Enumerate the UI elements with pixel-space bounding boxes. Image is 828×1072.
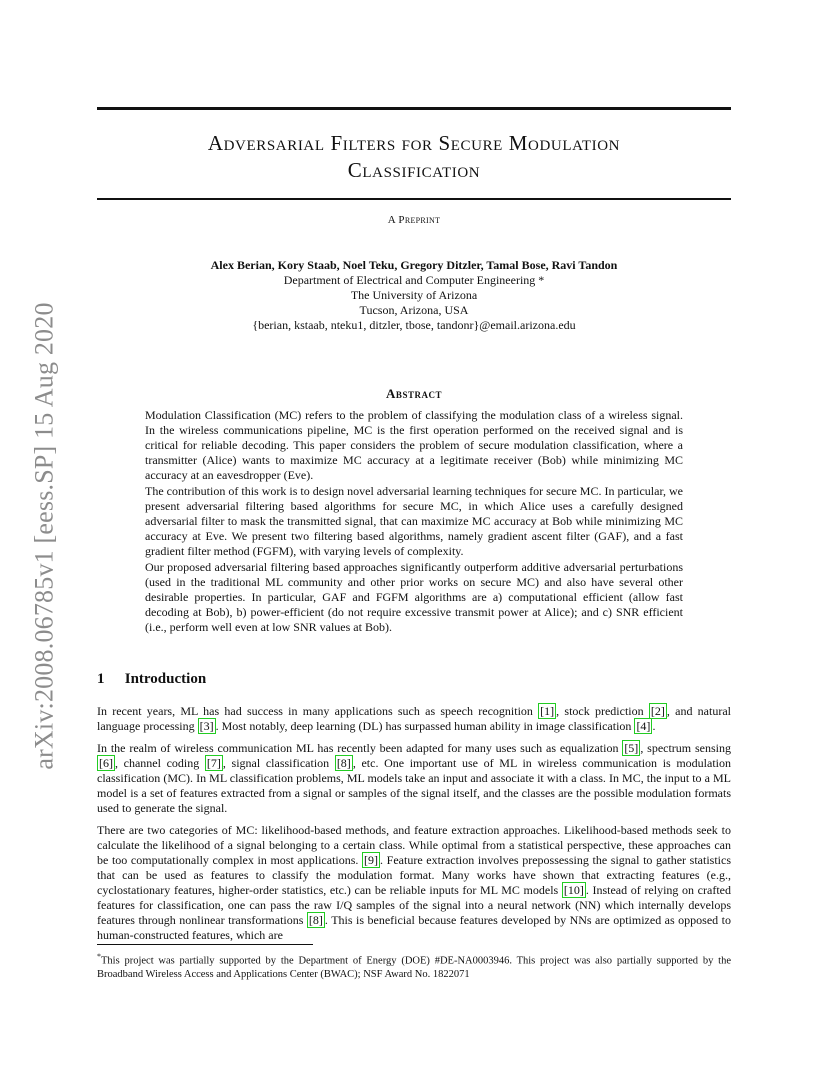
author-department: Department of Electrical and Computer Engineering *: [283, 273, 545, 287]
body-paragraph-3: [97, 823, 731, 943]
section-title: Introduction: [124, 671, 207, 687]
preprint-label: A Preprint: [387, 214, 441, 226]
text-run: , spectrum sensing: [640, 741, 731, 755]
abstract-paragraph-1: Modulation Classification (MC) refers to the problem of classifying the modulation class of a wireless signal. In the wireless communications pipeline, MC is the first operation performed on the received signal and is critical for reliable decoding. This paper considers the problem of secure modulation classification, where a transmitter (Alice) wants to maximize MC accuracy at a legitimate receiver (Bob) while minimizing MC accuracy at an eavesdropper (Eve).: [145, 408, 683, 482]
citation-link[interactable]: [10]: [563, 883, 584, 897]
citation-link[interactable]: [8]: [336, 756, 351, 770]
arxiv-stamp: [23, 291, 67, 781]
text-run: . Most notably, deep learning (DL) has surpassed human ability in image classification: [215, 719, 635, 733]
citation-link[interactable]: [2]: [650, 704, 665, 718]
text-run: , and natural language processing: [97, 704, 732, 733]
text-run: , channel coding: [115, 756, 205, 770]
text-run: There are two categories of MC: likelihood-based methods, and feature extraction approaches. Likelihood-based methods seek to calculate the likelihood of a signal belonging to a certain class. While optimal from a statistical perspective, these approaches can be too computationally complex in most applications.: [97, 823, 731, 867]
citation-link[interactable]: [9]: [364, 853, 379, 867]
citation-link[interactable]: [5]: [624, 741, 639, 755]
author-university: The University of Arizona: [350, 288, 478, 302]
title-line-1: Adversarial Filters for Secure Modulation: [207, 131, 621, 155]
arxiv-stamp-text: arXiv:2008.06785v1 [eess.SP] 15 Aug 2020: [30, 302, 60, 770]
author-emails: {berian, kstaab, nteku1, ditzler, tbose, tandonr}@email.arizona.edu: [252, 318, 576, 332]
paper-title: [97, 130, 731, 184]
text-run: , etc. One important use of ML in wireless communication is modulation classification (MC). In ML classification problems, ML models take an input and associate it with a class. In MC, the input to a ML model is a set of features extracted from a signal or samples of the signal itself, and the classes are the possible modulation formats used to generate the signal.: [97, 756, 732, 815]
body-paragraph-1: [97, 704, 731, 734]
footnote-text: This project was partially supported by the Department of Energy (DOE) #DE-NA0003946. This project was also partially supported by the Broadband Wireless Access and Applications Center (BWAC); NSF Award No. 1822071: [97, 955, 731, 980]
body-text: [97, 704, 731, 950]
text-run: . This is beneficial because features developed by NNs are optimized as opposed to human-constructed features, which are: [97, 913, 732, 942]
text-run: . Feature extraction involves prepossessing the signal to gather statistics that can be used as features to classify the modulation format. Many works have shown that extracting features (e.g., cyclostationary features, higher-order statistics, etc.) can be reliable inputs for ML MC models: [97, 853, 731, 897]
section-heading: [97, 671, 731, 688]
abstract-body: [145, 408, 683, 636]
title-rule-top: [97, 107, 731, 110]
citation-link[interactable]: [6]: [99, 756, 113, 770]
section-number: 1: [97, 671, 105, 687]
citation-link[interactable]: [7]: [206, 756, 221, 770]
author-names: Alex Berian, Kory Staab, Noel Teku, Gregory Ditzler, Tamal Bose, Ravi Tandon: [210, 258, 618, 272]
author-block: [97, 258, 731, 333]
author-location: Tucson, Arizona, USA: [359, 303, 469, 317]
text-run: In the realm of wireless communication ML has recently been adapted for many uses such as equalization: [97, 741, 623, 755]
text-run: .: [652, 719, 656, 733]
footnote: [97, 950, 731, 981]
text-run: In recent years, ML has had success in many applications such as speech recognition: [97, 704, 539, 718]
abstract-heading: Abstract: [386, 386, 442, 401]
citation-link[interactable]: [8]: [308, 913, 323, 927]
text-run: , signal classification: [222, 756, 335, 770]
abstract-paragraph-3: Our proposed adversarial filtering based approaches significantly outperform additive adversarial perturbations (used in the traditional ML community and other prior works on secure MC) and also have several other desirable properties. In particular, GAF and FGFM algorithms are a) computational efficient (allow fast decoding at Bob), b) power-efficient (do not require excessive transmit power at Alice); and c) SNR efficient (i.e., perform well even at low SNR values at Bob).: [145, 560, 683, 634]
footnote-rule: [97, 944, 313, 945]
citation-link[interactable]: [1]: [540, 704, 555, 718]
citation-link[interactable]: [3]: [199, 719, 214, 733]
text-run: , stock prediction: [556, 704, 649, 718]
citation-link[interactable]: [4]: [636, 719, 651, 733]
title-line-2: Classification: [347, 158, 481, 182]
footnote-mark: *: [97, 952, 101, 961]
text-run: . Instead of relying on crafted features for classification, one can pass the raw I/Q samples of the signal into a neural network (NN) which internally develops features through nonlinear transformations: [97, 883, 731, 927]
body-paragraph-2: [97, 741, 731, 816]
abstract-paragraph-2: The contribution of this work is to design novel adversarial learning techniques for secure MC. In particular, we present adversarial filtering based algorithms for secure MC, in which Alice uses a carefully designed adversarial filter to mask the transmitted signal, that can maximize MC accuracy at Bob while minimizing MC accuracy at Eve. We present two filtering based algorithms, namely gradient ascent filter (GAF), and a fast gradient filter method (FGFM), with varying levels of complexity.: [145, 484, 683, 558]
title-rule-bottom: [97, 198, 731, 200]
